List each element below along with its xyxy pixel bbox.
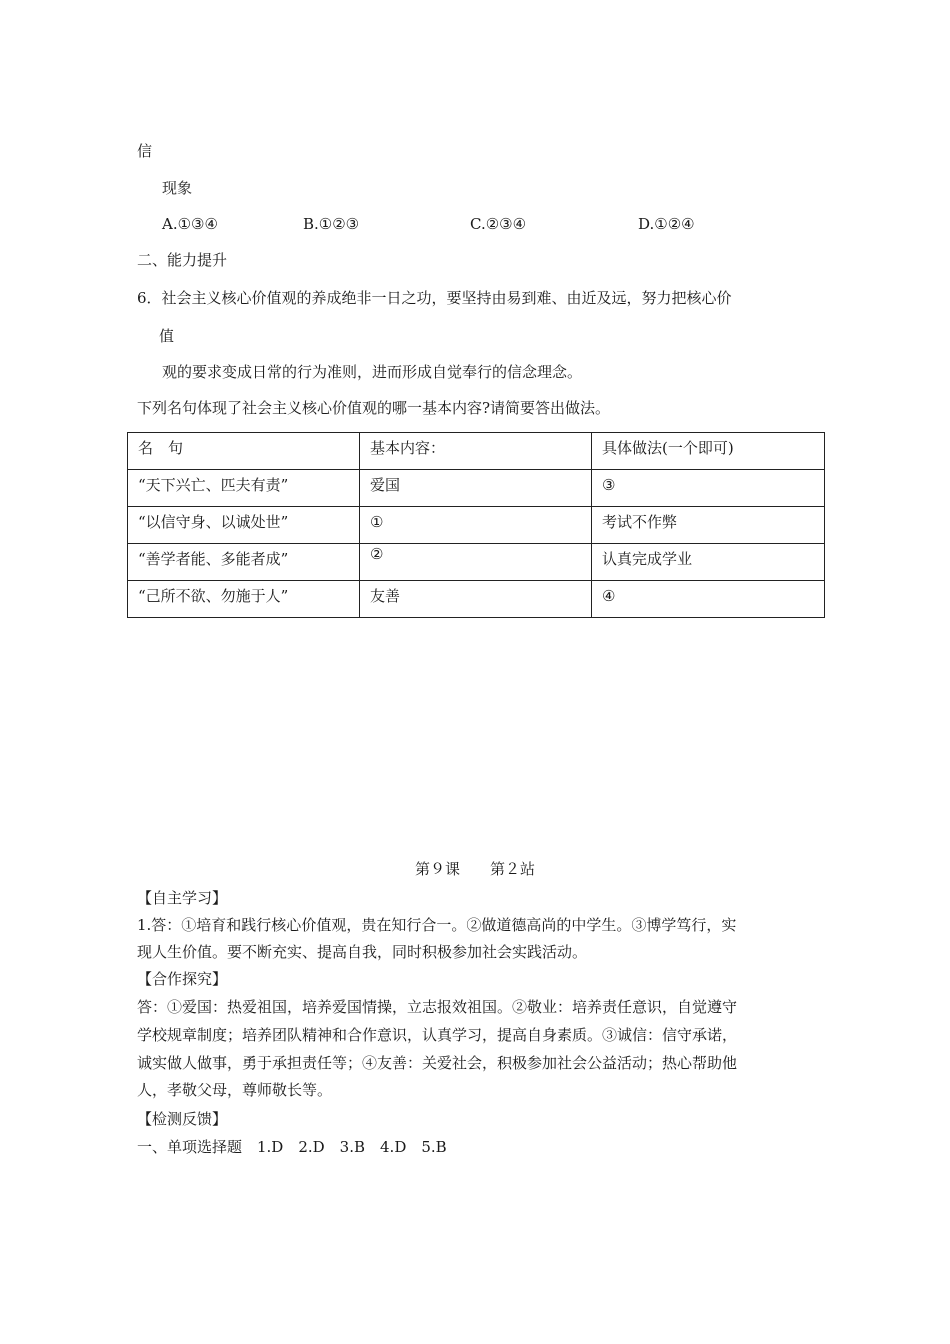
table-cell: ④ <box>592 581 825 618</box>
table-cell: 认真完成学业 <box>592 544 825 581</box>
coop-answer-line1: 答：①爱国：热爱祖国，培养爱国情操，立志报效祖国。②敬业：培养责任意识，自觉遵守 <box>137 998 738 1016</box>
table-header-row <box>128 433 825 470</box>
table-cell: “以信守身、以诚处世” <box>128 507 360 544</box>
table-cell: ③ <box>592 470 825 507</box>
table-cell: “善学者能、多能者成” <box>128 544 360 581</box>
feedback-answer-line1: 一、单项选择题 1.D 2.D 3.B 4.D 5.B <box>137 1138 447 1156</box>
q5-continuation-line1: 信 <box>137 142 153 160</box>
table-cell: 爱国 <box>360 470 592 507</box>
q5-option-b: B.①②③ <box>303 215 360 233</box>
q5-option-d: D.①②④ <box>638 215 695 233</box>
q6-text-line4: 下列名句体现了社会主义核心价值观的哪一基本内容?请简要答出做法。 <box>137 399 611 417</box>
self-study-heading: 【自主学习】 <box>137 889 228 907</box>
coop-answer-line4: 人，孝敬父母，尊师敬长等。 <box>137 1081 333 1099</box>
coop-heading: 【合作探究】 <box>137 970 228 988</box>
section-heading-ability: 二、能力提升 <box>137 251 228 269</box>
feedback-heading: 【检测反馈】 <box>137 1110 228 1128</box>
coop-answer-line3: 诚实做人做事，勇于承担责任等；④友善：关爱社会，积极参加社会公益活动；热心帮助他 <box>137 1054 738 1072</box>
table-cell: 友善 <box>360 581 592 618</box>
table-header-cell: 基本内容： <box>360 433 592 470</box>
q6-text-line3: 观的要求变成日常的行为准则，进而形成自觉奉行的信念理念。 <box>162 363 583 381</box>
self-study-answer-line1: 1.答：①培育和践行核心价值观，贵在知行合一。②做道德高尚的中学生。③博学笃行，实 <box>137 916 737 934</box>
table-row <box>128 507 825 544</box>
table-row <box>128 544 825 581</box>
q5-continuation-line2: 现象 <box>162 179 193 197</box>
quotes-table <box>127 432 825 618</box>
table-cell: 考试不作弊 <box>592 507 825 544</box>
answers-title: 第９课 第２站 <box>414 860 535 878</box>
table-header-cell: 名 句 <box>128 433 360 470</box>
table-header-cell: 具体做法(一个即可) <box>592 433 825 470</box>
table-row <box>128 470 825 507</box>
table-row <box>128 581 825 618</box>
table-cell: “天下兴亡、匹夫有责” <box>128 470 360 507</box>
table-cell: “己所不欲、勿施于人” <box>128 581 360 618</box>
coop-answer-line2: 学校规章制度；培养团队精神和合作意识，认真学习，提高自身素质。③诚信：信守承诺， <box>137 1026 738 1044</box>
table-cell: ① <box>360 507 592 544</box>
table-cell: ② <box>360 544 592 581</box>
q5-option-c: C.②③④ <box>470 215 527 233</box>
self-study-answer-line2: 现人生价值。要不断充实、提高自我，同时积极参加社会实践活动。 <box>137 943 588 961</box>
q5-option-a: A.①③④ <box>162 215 218 233</box>
q6-text-line1: 6．社会主义核心价值观的养成绝非一日之功，要坚持由易到难、由近及远，努力把核心价 <box>137 289 732 307</box>
q6-text-line2: 值 <box>159 327 175 345</box>
